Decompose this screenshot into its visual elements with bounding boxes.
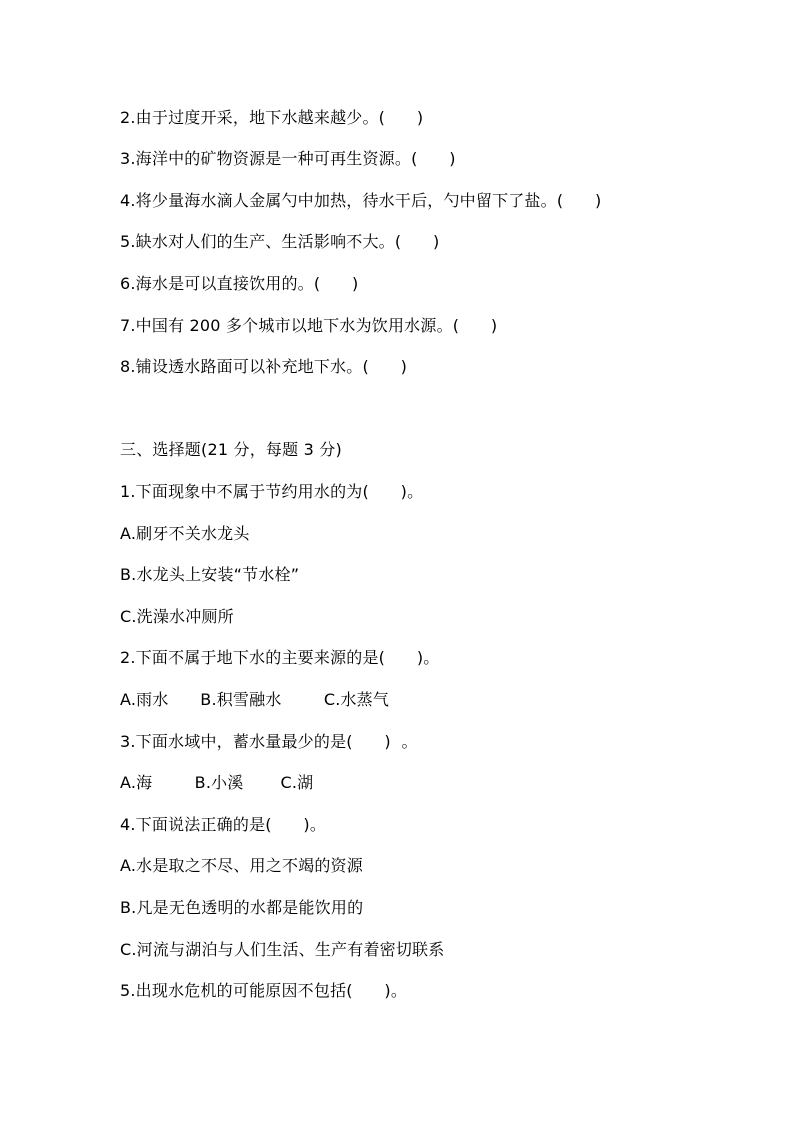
tf-question-7: 7.中国有 200 多个城市以地下水为饮用水源。( )	[120, 316, 498, 335]
choice-question-1: 1.下面现象中不属于节约用水的为( )。	[120, 482, 424, 501]
tf-question-4: 4.将少量海水滴人金属勺中加热，待水干后，勺中留下了盐。( )	[120, 191, 602, 210]
choice-q4-option-c: C.河流与湖泊与人们生活、生产有着密切联系	[120, 940, 445, 959]
tf-question-6: 6.海水是可以直接饮用的。( )	[120, 274, 359, 293]
choice-q1-option-c: C.洗澡水冲厕所	[120, 607, 234, 626]
choice-q4-option-a: A.水是取之不尽、用之不竭的资源	[120, 856, 363, 875]
choice-q1-option-a: A.刷牙不关水龙头	[120, 524, 250, 543]
tf-question-8: 8.铺设透水路面可以补充地下水。( )	[120, 357, 408, 376]
choice-q4-option-b: B.凡是无色透明的水都是能饮用的	[120, 898, 364, 917]
choice-question-5: 5.出现水危机的可能原因不包括( )。	[120, 981, 408, 1000]
tf-question-3: 3.海洋中的矿物资源是一种可再生资源。( )	[120, 149, 456, 168]
choice-question-3: 3.下面水域中，蓄水量最少的是( ) 。	[120, 732, 418, 751]
section-heading-choice: 三、选择题(21 分，每题 3 分)	[120, 440, 342, 459]
tf-question-5: 5.缺水对人们的生产、生活影响不大。( )	[120, 232, 440, 251]
choice-q2-options: A.雨水 B.积雪融水 C.水蒸气	[120, 690, 390, 709]
choice-question-2: 2.下面不属于地下水的主要来源的是( )。	[120, 648, 440, 667]
choice-question-4: 4.下面说法正确的是( )。	[120, 815, 327, 834]
choice-q3-options: A.海 B.小溪 C.湖	[120, 773, 314, 792]
choice-q1-option-b: B.水龙头上安装“节水栓”	[120, 565, 300, 584]
tf-question-2: 2.由于过度开采，地下水越来越少。( )	[120, 108, 424, 127]
